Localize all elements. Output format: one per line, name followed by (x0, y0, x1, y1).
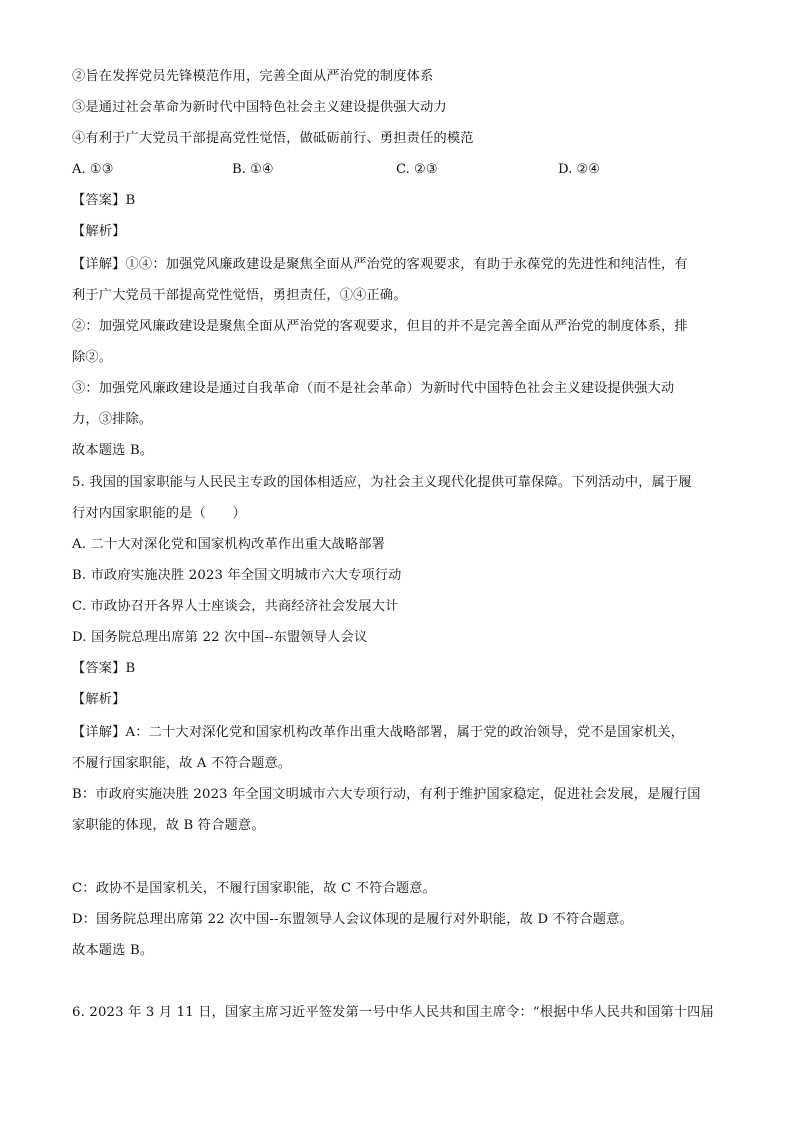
q5-detail-line: 不履行国家职能，故 A 不符合题意。 (72, 756, 292, 771)
q4-option-2: ②旨在发挥党员先锋模范作用，完善全面从严治党的制度体系 (72, 69, 434, 84)
q5-conclusion: 故本题选 B。 (72, 943, 154, 958)
q4-choice-b: B. ①④ (232, 162, 274, 177)
q5-option-c: C. 市政协召开各界人士座谈会，共商经济社会发展大计 (72, 599, 399, 614)
q4-choice-a: A. ①③ (72, 162, 114, 177)
q5-detail-line: 家职能的体现，故 B 符合题意。 (72, 818, 265, 833)
q4-detail-line: 力，③排除。 (72, 412, 153, 427)
q4-option-3: ③是通过社会革命为新时代中国特色社会主义建设提供强大动力 (72, 100, 447, 115)
q4-analysis-label: 【解析】 (72, 224, 126, 239)
q5-detail-line: C：政协不是国家机关，不履行国家职能，故 C 不符合题意。 (72, 881, 437, 896)
q5-detail-line: D：国务院总理出席第 22 次中国--东盟领导人会议体现的是履行对外职能，故 D 不符合题意。 (72, 912, 633, 927)
q4-conclusion: 故本题选 B。 (72, 443, 154, 458)
q5-option-d: D. 国务院总理出席第 22 次中国--东盟领导人会议 (72, 630, 368, 645)
q4-choice-c: C. ②③ (396, 162, 438, 177)
q5-option-b: B. 市政府实施决胜 2023 年全国文明城市六大专项行动 (72, 568, 402, 583)
q4-choice-d: D. ②④ (558, 162, 601, 177)
q5-analysis-label: 【解析】 (72, 692, 126, 707)
q4-detail-line: ③：加强党风廉政建设是通过自我革命（而不是社会革命）为新时代中国特色社会主义建设提供强大动 (72, 381, 675, 396)
q4-detail-line: ②：加强党风廉政建设是聚焦全面从严治党的客观要求，但目的并不是完善全面从严治党的制度体系，排 (72, 319, 688, 334)
q4-option-4: ④有利于广大党员干部提高党性觉悟，做砥砺前行、勇担责任的模范 (72, 131, 474, 146)
q5-answer: 【答案】B (72, 661, 136, 676)
q5-option-a: A. 二十大对深化党和国家机构改革作出重大战略部署 (72, 537, 386, 552)
q5-stem-line: 5. 我国的国家职能与人民民主专政的国体相适应，为社会主义现代化提供可靠保障。下列活动中，属于履 (72, 475, 692, 490)
q5-detail-line: 【详解】A：二十大对深化党和国家机构改革作出重大战略部署，属于党的政治领导，党不是国家机关， (72, 725, 685, 740)
q6-stem: 6. 2023 年 3 月 11 日，国家主席习近平签发第一号中华人民共和国主席令：“根据中华人民共和国第十四届 (72, 1005, 714, 1020)
q4-choices (72, 161, 722, 179)
q4-detail-line: 【详解】①④：加强党风廉政建设是聚焦全面从严治党的客观要求，有助于永葆党的先进性和纯洁性，有 (72, 257, 688, 272)
q5-stem-line: 行对内国家职能的是（ ） (72, 506, 247, 521)
q4-answer: 【答案】B (72, 193, 136, 208)
q5-detail-line: B：市政府实施决胜 2023 年全国文明城市六大专项行动，有利于维护国家稳定，促进社会发展，是履行国 (72, 787, 701, 802)
q4-detail-line: 利于广大党员干部提高党性觉悟，勇担责任，①④正确。 (72, 288, 407, 303)
q4-detail-line: 除②。 (72, 350, 113, 365)
